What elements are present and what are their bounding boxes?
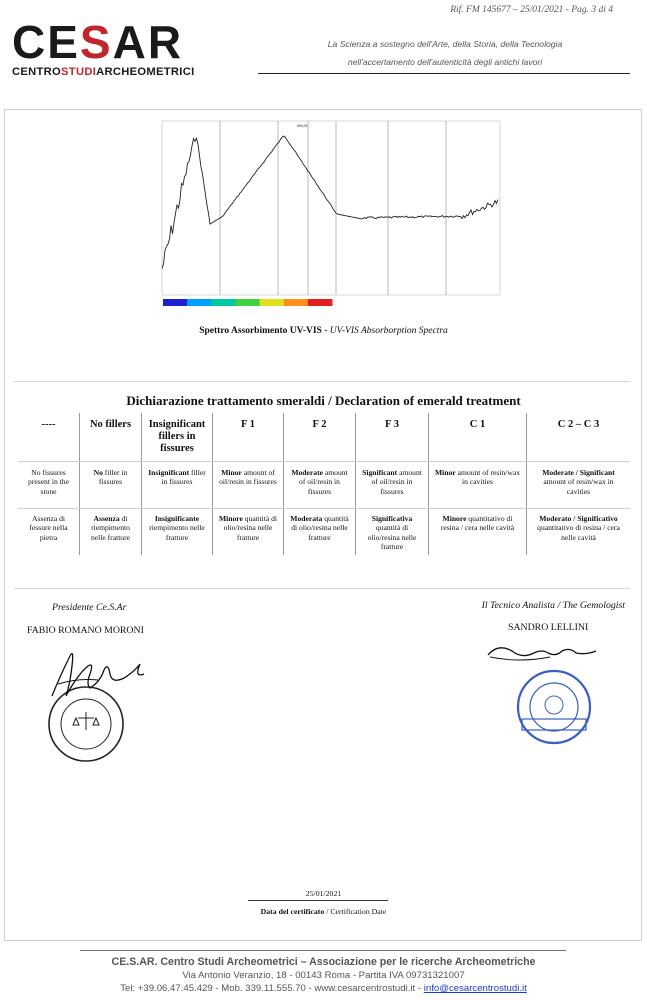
footer-divider: [80, 950, 566, 951]
table-cell: Moderata quantità di olio/resina nelle fratture: [284, 509, 356, 555]
president-signature-stamp: [38, 636, 178, 766]
col-header: F 2: [284, 413, 356, 461]
table-cell: Assenza di fessure nella pietra: [18, 509, 80, 555]
col-header: ----: [18, 413, 80, 461]
col-header: Insignificant fillers in fissures: [142, 413, 213, 461]
certificate-date-label-en: / Certification Date: [324, 907, 387, 916]
spectrum-caption: [0, 326, 647, 336]
treatment-table: [18, 413, 630, 555]
table-cell: Moderate amount of oil/resin in fissures: [284, 462, 356, 508]
table-cell: Significant amount of oil/resin in fissures: [356, 462, 429, 508]
certificate-date-label: [0, 907, 647, 916]
table-header-row: [18, 413, 630, 462]
president-name: FABIO ROMANO MORONI: [27, 625, 144, 636]
col-header: C 2 – C 3: [557, 419, 600, 430]
tagline-line-1: La Scienza a sostegno dell'Arte, della Storia, della Tecnologia: [327, 39, 563, 49]
table-cell: No filler in fissures: [80, 462, 142, 508]
table-row-italian: [18, 509, 630, 555]
table-cell: Minor amount of resin/wax in cavities: [429, 462, 527, 508]
col-header: F 1: [213, 413, 284, 461]
spectrum-curve: [162, 136, 498, 269]
certificate-date-rule: [248, 900, 388, 901]
col-header: C 1: [429, 413, 527, 461]
section-divider-bottom: [14, 588, 630, 589]
table-cell: Minor amount of oil/resin in fissures: [213, 462, 284, 508]
table-cell: Minore quantità di olio/resina nelle fratture: [213, 509, 284, 555]
declaration-title: Dichiarazione trattamento smeraldi / Declaration of emerald treatment: [126, 393, 521, 408]
logo-sub-post: ARCHEOMETRICI: [96, 66, 195, 78]
collegio-gemmologi-stamp-icon: [486, 635, 616, 745]
logo-sub-pre: CENTRO: [12, 66, 62, 78]
spectrum-color-bar: [163, 299, 333, 306]
gemologist-signature-stamp: [486, 635, 616, 745]
table-cell: No fissures present in the stone: [18, 462, 80, 508]
table-cell: Moderate / Significant amount of resin/wax in cavities: [542, 468, 615, 496]
footer-address: Via Antonio Veranzio, 18 - 00143 Roma - Partita IVA 09731321007: [182, 970, 465, 981]
col-header: No fillers: [80, 413, 142, 461]
gemologist-name: SANDRO LELLINI: [508, 622, 589, 633]
footer-phone-web: Tel: +39.06.47.45.429 - Mob. 339.11.555.70 - www.cesarcentrostudi.it -: [120, 983, 424, 994]
table-cell: Assenza di riempimento nelle fratture: [80, 509, 142, 555]
spectrum-peak-label: 600,00: [297, 124, 308, 128]
tagline-line-2: nell'accertamento dell'autenticità degli antichi lavori: [347, 57, 543, 67]
cesar-logo: [12, 16, 232, 78]
logo-word-post: AR: [112, 16, 184, 68]
reference-number: Rif. FM 145677 – 25/01/2021 - Pag. 3 di 4: [450, 5, 613, 15]
gemologist-title: Il Tecnico Analista / The Gemologist: [481, 600, 625, 611]
logo-word-pre: CE: [12, 16, 80, 68]
logo-subtitle: [12, 66, 232, 78]
spectrum-grid: [162, 121, 500, 295]
header-divider: [258, 73, 630, 74]
certificate-date: 25/01/2021: [305, 889, 342, 898]
table-cell: Significativa quantità di olio/resina nelle fratture: [356, 509, 429, 555]
uv-vis-spectrum-chart: [160, 119, 504, 313]
footer-contacts: [0, 983, 647, 994]
spectrum-caption-it: Spettro Assorbimento UV-VIS -: [199, 326, 330, 336]
table-cell: Moderato / Significativo quantitativo di resina / cera nelle cavità: [537, 514, 620, 542]
table-cell: Insignificant filler in fissures: [142, 462, 213, 508]
tribunal-stamp-icon: [38, 636, 178, 766]
section-divider-top: [14, 381, 630, 382]
president-title: Presidente Ce.S.Ar: [52, 602, 127, 613]
spectrum-caption-en: UV-VIS Absorborption Spectra: [329, 326, 448, 336]
certificate-date-label-it: Data del certificato: [260, 907, 325, 916]
logo-wordmark: [12, 16, 232, 68]
logo-sub-accent: STUDI: [61, 66, 97, 78]
table-cell: Insignificante riempimento nelle fratture: [142, 509, 213, 555]
col-header: F 3: [356, 413, 429, 461]
spectrum-svg: [160, 119, 504, 313]
footer-email-link[interactable]: info@cesarcentrostudi.it: [423, 983, 527, 994]
table-row-english: [18, 462, 630, 509]
table-cell: Minore quantitativo di resina / cera nelle cavità: [429, 509, 527, 555]
logo-word-accent: S: [79, 16, 113, 68]
footer-organization: CE.S.AR. Centro Studi Archeometrici – Associazione per le ricerche Archeometriche: [111, 956, 536, 968]
